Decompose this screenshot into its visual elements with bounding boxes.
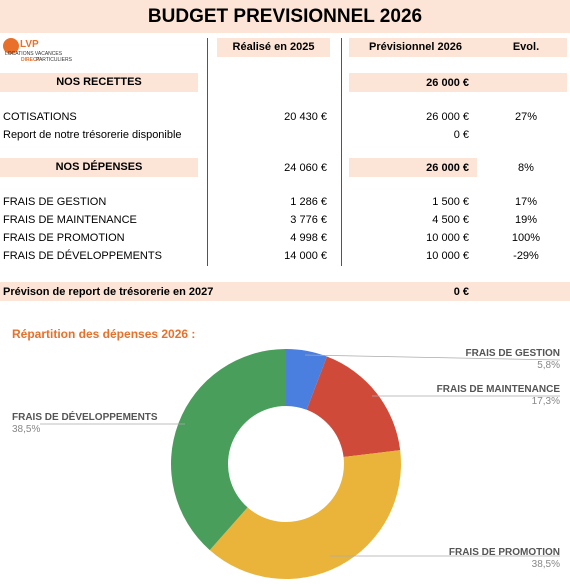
row-developpements-prev: 10 000 € (426, 250, 469, 262)
row-maintenance-evol: 19% (514, 214, 538, 226)
pct-developpements: 38,5% (12, 424, 41, 435)
depenses-prev: 26 000 € (426, 162, 469, 174)
depenses-label: NOS DÉPENSES (0, 158, 198, 177)
logo-brand: LVP (20, 39, 39, 50)
pct-maintenance: 17,3% (531, 396, 560, 407)
row-gestion-real: 1 286 € (290, 196, 327, 208)
row-developpements-evol: -29% (513, 250, 539, 262)
header-evol: Evol. (512, 41, 540, 53)
recettes-prev: 26 000 € (426, 77, 469, 89)
row-cotisations-label: COTISATIONS (3, 111, 77, 123)
row-gestion-evol: 17% (514, 196, 538, 208)
pct-promotion: 38,5% (531, 559, 560, 570)
row-maintenance-prev: 4 500 € (432, 214, 469, 226)
logo-line-3: PARTICULIERS (36, 57, 72, 63)
row-promotion-evol: 100% (511, 232, 541, 244)
row-cotisations-prev: 26 000 € (426, 111, 469, 123)
row-cotisations-evol: 27% (514, 111, 538, 123)
label-developpements: FRAIS DE DÉVELOPPEMENTS (12, 412, 158, 423)
row-developpements-label: FRAIS DE DÉVELOPPEMENTS (3, 250, 162, 262)
depenses-evol: 8% (518, 162, 534, 174)
row-gestion-label: FRAIS DE GESTION (3, 196, 107, 208)
row-cotisations-real: 20 430 € (284, 111, 327, 123)
row-developpements-real: 14 000 € (284, 250, 327, 262)
col-separator-2 (341, 38, 342, 266)
pct-gestion: 5,8% (537, 360, 560, 371)
row-promotion-real: 4 998 € (290, 232, 327, 244)
row-report-label: Report de notre trésorerie disponible (3, 129, 182, 141)
col-separator-1 (207, 38, 208, 266)
recettes-label: NOS RECETTES (0, 73, 198, 92)
row-gestion-prev: 1 500 € (432, 196, 469, 208)
chart-title: Répartition des dépenses 2026 : (12, 327, 196, 341)
logo-line-2: DIRECT (21, 57, 40, 63)
depenses-real: 24 060 € (284, 162, 327, 174)
report-label: Prévison de report de trésorerie en 2027 (3, 286, 214, 298)
row-report-prev: 0 € (453, 129, 469, 141)
label-maintenance: FRAIS DE MAINTENANCE (436, 384, 560, 395)
row-maintenance-label: FRAIS DE MAINTENANCE (3, 214, 137, 226)
label-promotion: FRAIS DE PROMOTION (448, 547, 560, 558)
header-previsionnel: Prévisionnel 2026 (369, 41, 462, 53)
header-realise: Réalisé en 2025 (217, 38, 330, 57)
label-gestion: FRAIS DE GESTION (465, 348, 560, 359)
logo-line-1: LOCATIONS VACANCES (5, 51, 63, 57)
report-value: 0 € (453, 286, 469, 298)
page-title: BUDGET PREVISIONNEL 2026 (147, 6, 423, 27)
logo (3, 38, 72, 64)
row-promotion-prev: 10 000 € (426, 232, 469, 244)
row-promotion-label: FRAIS DE PROMOTION (3, 232, 125, 244)
row-maintenance-real: 3 776 € (290, 214, 327, 226)
